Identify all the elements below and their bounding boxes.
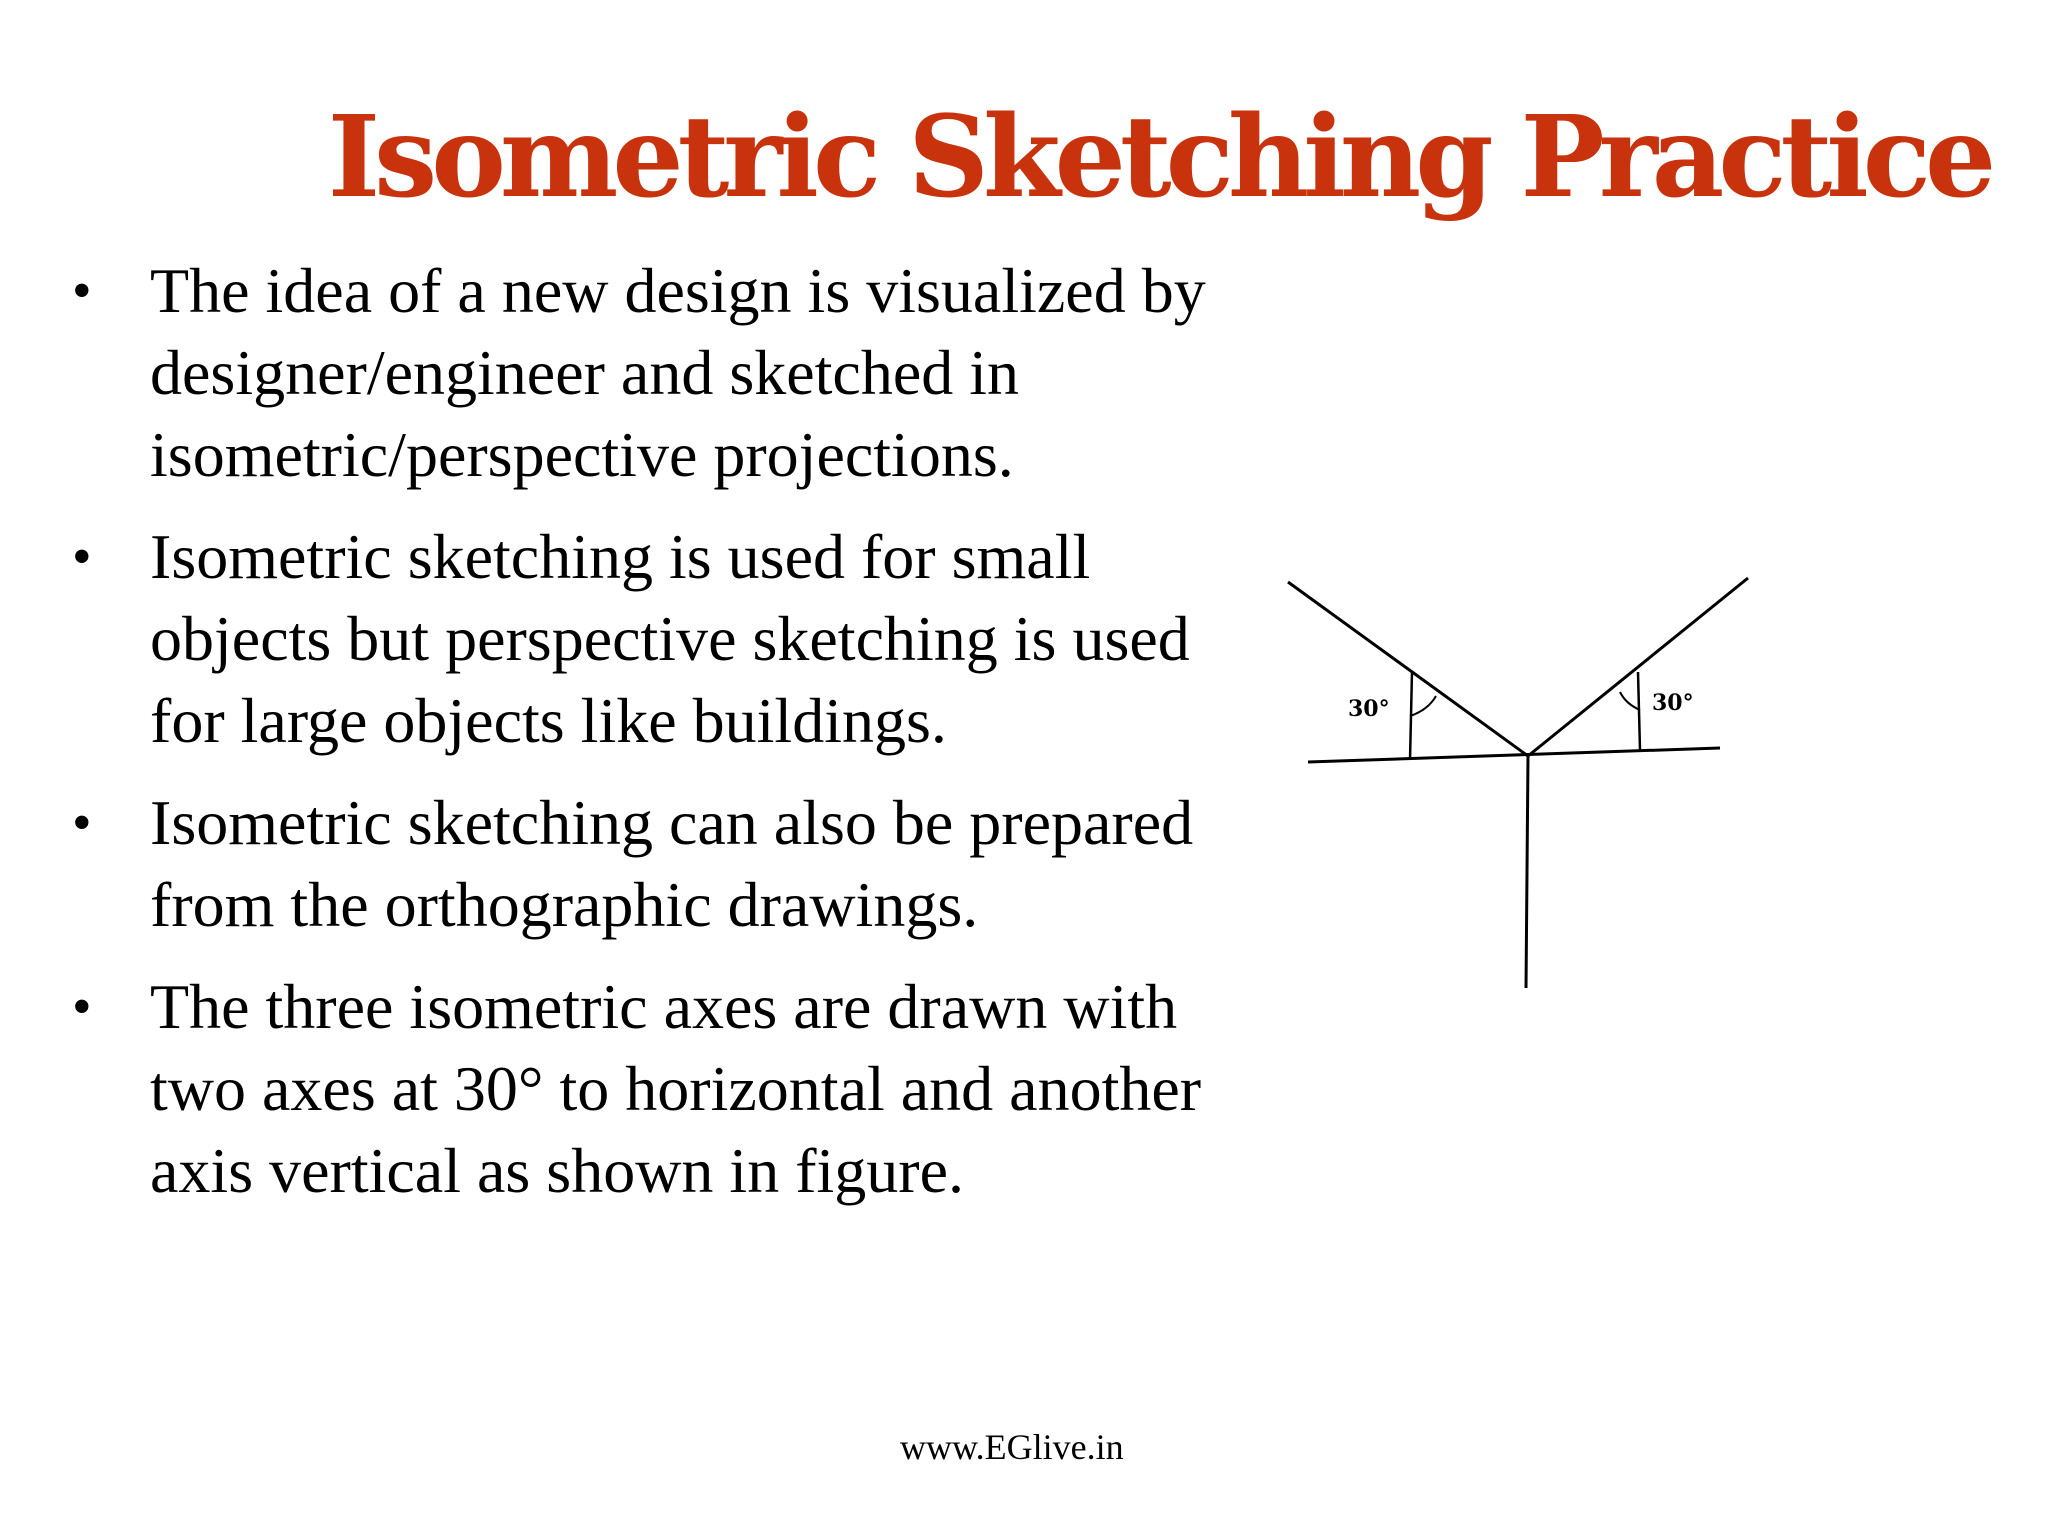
slide-title: Isometric Sketching Practice bbox=[327, 92, 1991, 223]
left-isometric-axis bbox=[1288, 582, 1528, 756]
bullet-text: The idea of a new design is visualized by designer/engineer and sketched in isometric/perspective projections. bbox=[150, 255, 1206, 490]
bullet-mark: • bbox=[72, 260, 92, 322]
horizontal-reference-line bbox=[1308, 748, 1720, 762]
right-angle-construction bbox=[1638, 672, 1640, 750]
bullet-mark: • bbox=[72, 976, 92, 1038]
bullet-item bbox=[72, 250, 1232, 496]
bullet-item bbox=[72, 782, 1232, 946]
right-angle-arc bbox=[1620, 692, 1640, 710]
bullet-mark: • bbox=[72, 792, 92, 854]
left-angle-label: 30° bbox=[1348, 696, 1390, 722]
right-isometric-axis bbox=[1528, 578, 1748, 756]
bullet-item bbox=[72, 966, 1232, 1212]
vertical-axis bbox=[1526, 756, 1528, 988]
left-angle-arc bbox=[1410, 696, 1436, 716]
bullet-text: The three isometric axes are drawn with two axes at 30° to horizontal and another axis vertical as shown in figure. bbox=[150, 971, 1202, 1206]
footer-url: www.EGlive.in bbox=[900, 1427, 1124, 1467]
isometric-axes-figure bbox=[1280, 560, 1780, 1000]
bullet-list bbox=[72, 250, 1232, 1232]
bullet-text: Isometric sketching can also be prepared from the orthographic drawings. bbox=[150, 787, 1194, 940]
bullet-text: Isometric sketching is used for small objects but perspective sketching is used for large objects like buildings. bbox=[150, 521, 1190, 756]
right-angle-label: 30° bbox=[1652, 690, 1694, 716]
bullet-item bbox=[72, 516, 1232, 762]
bullet-mark: • bbox=[72, 526, 92, 588]
